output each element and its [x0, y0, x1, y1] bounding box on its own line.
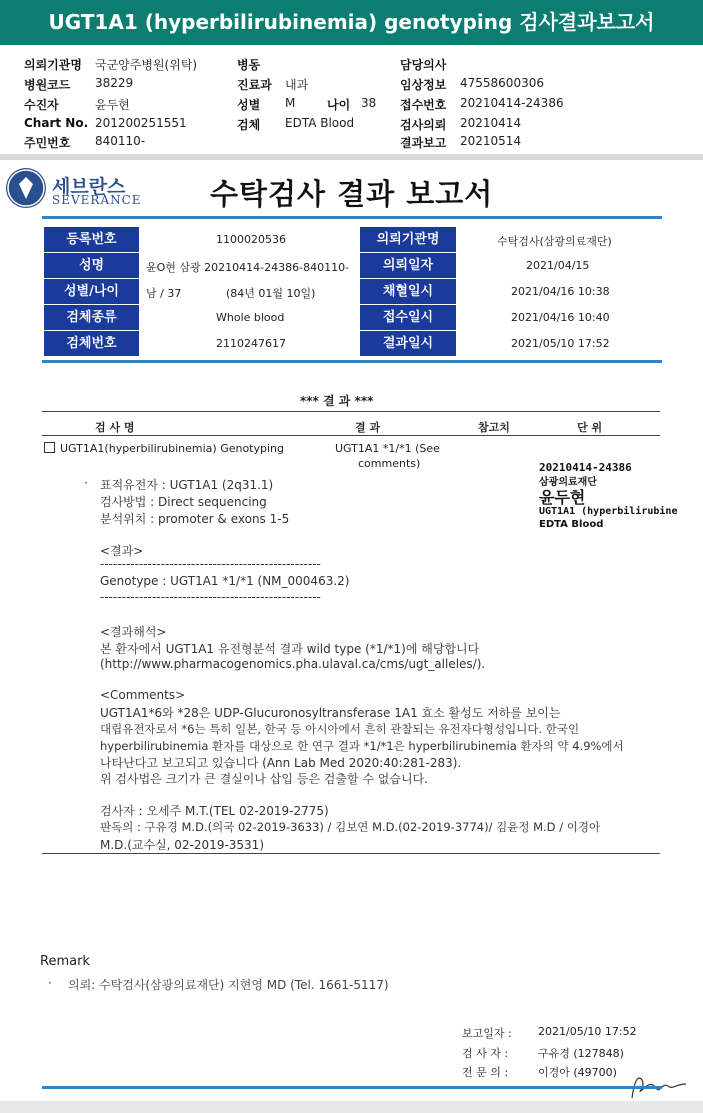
results-heading: *** 결 과 ***: [300, 394, 374, 408]
value-clinical-info: 47558600306: [460, 76, 544, 90]
label-ward: 병동: [237, 58, 261, 72]
interpretation-tag: <결과해석>: [100, 625, 167, 639]
logo-korean: 세브란스: [52, 176, 126, 198]
col-result: 결 과: [355, 421, 381, 434]
reader-line2: M.D.(교수실, 02-2019-3531): [100, 838, 264, 852]
label-doctor: 담당의사: [400, 58, 447, 72]
label-specimen-no: 검체번호: [44, 331, 139, 356]
report-title: 수탁검사 결과 보고서: [210, 177, 494, 211]
label-sexage: 성별/나이: [44, 279, 139, 304]
label-patient: 수진자: [24, 98, 59, 112]
footer-tester-label: 검 사 자 :: [462, 1047, 509, 1060]
remark-title: Remark: [40, 954, 90, 969]
label-age: 나이: [327, 98, 351, 112]
request-header: [0, 46, 703, 154]
label-resident-no: 주민번호: [24, 136, 71, 150]
footer-blue-rule: [42, 1086, 662, 1089]
remark-bullet: ·: [48, 976, 52, 990]
label-request-org-2: 의뢰기관명: [360, 227, 456, 252]
value-request-org-2: 수탁검사(삼광의료재단): [497, 235, 612, 248]
results-header-rule: [42, 435, 660, 436]
label-result-report: 결과보고: [400, 136, 447, 150]
comment-line1: UGT1A1*6와 *28은 UDP-Glucuronosyltransferase 1A1 효소 활성도 저하를 보이는: [100, 706, 561, 720]
label-clinical-info: 임상정보: [400, 78, 447, 92]
comment-line4: 나타난다고 보고되고 있습니다 (Ann Lab Med 2020:40:281-283).: [100, 756, 462, 770]
value-dob: (84년 01월 10일): [226, 287, 316, 300]
result-tag: <결과>: [100, 544, 144, 558]
col-test-name: 검 사 명: [95, 421, 135, 434]
label-receive-time: 접수일시: [360, 305, 456, 330]
value-patient: 윤두현: [95, 98, 130, 112]
stamp-receipt-no: 20210414-24386: [539, 461, 632, 474]
label-specimen-type: 검체종류: [44, 305, 139, 330]
severance-emblem-icon: [6, 168, 46, 208]
value-hospital-code: 38229: [95, 76, 134, 90]
value-name: 윤O현 삼광 20210414-24386-840110-: [146, 261, 350, 274]
value-collect-time: 2021/04/16 10:38: [511, 285, 610, 298]
footer-expert: 이경아 (49700): [538, 1066, 617, 1079]
label-collect-time: 채혈일시: [360, 279, 456, 304]
remark-text: 의뢰: 수탁검사(삼광의료재단) 지현영 MD (Tel. 1661-5117): [68, 978, 389, 992]
footer-report-date: 2021/05/10 17:52: [538, 1025, 637, 1038]
genotype: Genotype : UGT1A1 *1/*1 (NM_000463.2): [100, 574, 350, 588]
result-value-line2: comments): [358, 457, 421, 470]
logo-english: SEVERANCE: [52, 193, 142, 207]
results-top-rule: [42, 411, 660, 412]
label-request-org: 의뢰기관명: [24, 58, 82, 72]
value-sex: M: [285, 96, 296, 110]
label-test-request: 검사의뢰: [400, 118, 447, 132]
test-method: 검사방법 : Direct sequencing: [100, 495, 267, 509]
comment-line2: 대립유전자로서 *6는 특히 일본, 한국 등 아시아에서 흔히 관찰되는 유전자다형성입니다. 한국인: [100, 722, 580, 736]
value-specimen: EDTA Blood: [285, 116, 355, 130]
label-result-time: 결과일시: [360, 331, 456, 356]
col-unit: 단 위: [577, 421, 603, 434]
bottom-bar: [0, 1101, 703, 1113]
label-request-date: 의뢰일자: [360, 253, 456, 278]
value-result-time: 2021/05/10 17:52: [511, 337, 610, 350]
value-resident-no: 840110-: [95, 134, 146, 148]
tester-info: 검사자 : 오세주 M.T.(TEL 02-2019-2775): [100, 804, 329, 818]
value-receipt-no: 20210414-24386: [460, 96, 564, 110]
footer-expert-label: 전 문 의 :: [462, 1066, 509, 1079]
value-request-date: 2021/04/15: [526, 259, 590, 272]
comments-tag: <Comments>: [100, 688, 186, 702]
value-specimen-no: 2110247617: [216, 337, 286, 350]
test-name: UGT1A1(hyperbilirubinemia) Genotyping: [60, 442, 285, 455]
interpretation-line2: (http://www.pharmacogenomics.pha.ulaval.ca/cms/ugt_alleles/).: [100, 657, 486, 671]
footer-report-date-label: 보고일자 :: [462, 1027, 512, 1040]
label-chart-no: Chart No.: [24, 116, 89, 130]
target-gene: 표적유전자 : UGT1A1 (2q31.1): [100, 478, 274, 492]
result-value-line1: UGT1A1 *1/*1 (See: [335, 442, 440, 455]
section-divider: [0, 154, 703, 160]
value-test-request: 20210414: [460, 116, 522, 130]
value-result-report: 20210514: [460, 134, 522, 148]
blue-rule-top: [42, 216, 662, 219]
label-hospital-code: 병원코드: [24, 78, 71, 92]
value-age: 38: [361, 96, 377, 110]
label-receipt-no: 접수번호: [400, 98, 447, 112]
label-dept: 진료과: [237, 78, 272, 92]
reader-line1: 판독의 : 구유경 M.D.(의국 02-2019-3633) / 김보연 M.D.(02-2019-3774)/ 김윤정 M.D / 이경아: [100, 820, 601, 834]
col-reference: 참고치: [478, 421, 510, 434]
blue-rule-bottom: [42, 360, 662, 363]
test-box-icon: [44, 442, 55, 453]
label-specimen: 검체: [237, 118, 261, 132]
report-banner-title: UGT1A1 (hyperbilirubinemia) genotyping 검사결과보고서: [0, 0, 703, 45]
stamp-test: UGT1A1 (hyperbilirubine: [539, 506, 678, 517]
stamp-specimen: EDTA Blood: [539, 519, 604, 530]
value-request-org: 국군양주병원(위탁): [95, 58, 198, 72]
comment-line3: hyperbilirubinemia 환자를 대상으로 한 연구 결과 *1/*1은 hyperbilirubinemia 환자의 약 4.9%에서: [100, 739, 624, 753]
dash-line-1: ---------------------------------------------------: [100, 557, 321, 571]
results-bottom-rule: [42, 853, 660, 854]
label-name: 성명: [44, 253, 139, 278]
interpretation-line1: 본 환자에서 UGT1A1 유전형분석 결과 wild type (*1/*1)에 해당합니다: [100, 642, 480, 656]
label-sex: 성별: [237, 98, 261, 112]
analysis-site: 분석위치 : promoter & exons 1-5: [100, 512, 290, 526]
comment-line5: 위 검사법은 크기가 큰 결실이나 삽입 등은 검출할 수 없습니다.: [100, 772, 428, 786]
stamp-org: 삼광의료재단: [539, 477, 597, 488]
value-reg-no: 1100020536: [216, 233, 286, 246]
label-reg-no: 등록번호: [44, 227, 139, 252]
dash-line-2: ---------------------------------------------------: [100, 590, 321, 604]
value-receive-time: 2021/04/16 10:40: [511, 311, 610, 324]
stamp-name: 윤두현: [539, 488, 586, 507]
footer-tester: 구유경 (127848): [538, 1047, 624, 1060]
value-sexage: 남 / 37: [146, 287, 182, 300]
value-dept: 내과: [285, 78, 309, 92]
value-chart-no: 201200251551: [95, 116, 187, 130]
value-specimen-type: Whole blood: [216, 311, 285, 324]
bullet-dot: ·: [84, 476, 88, 490]
signature-icon: [628, 1068, 690, 1102]
